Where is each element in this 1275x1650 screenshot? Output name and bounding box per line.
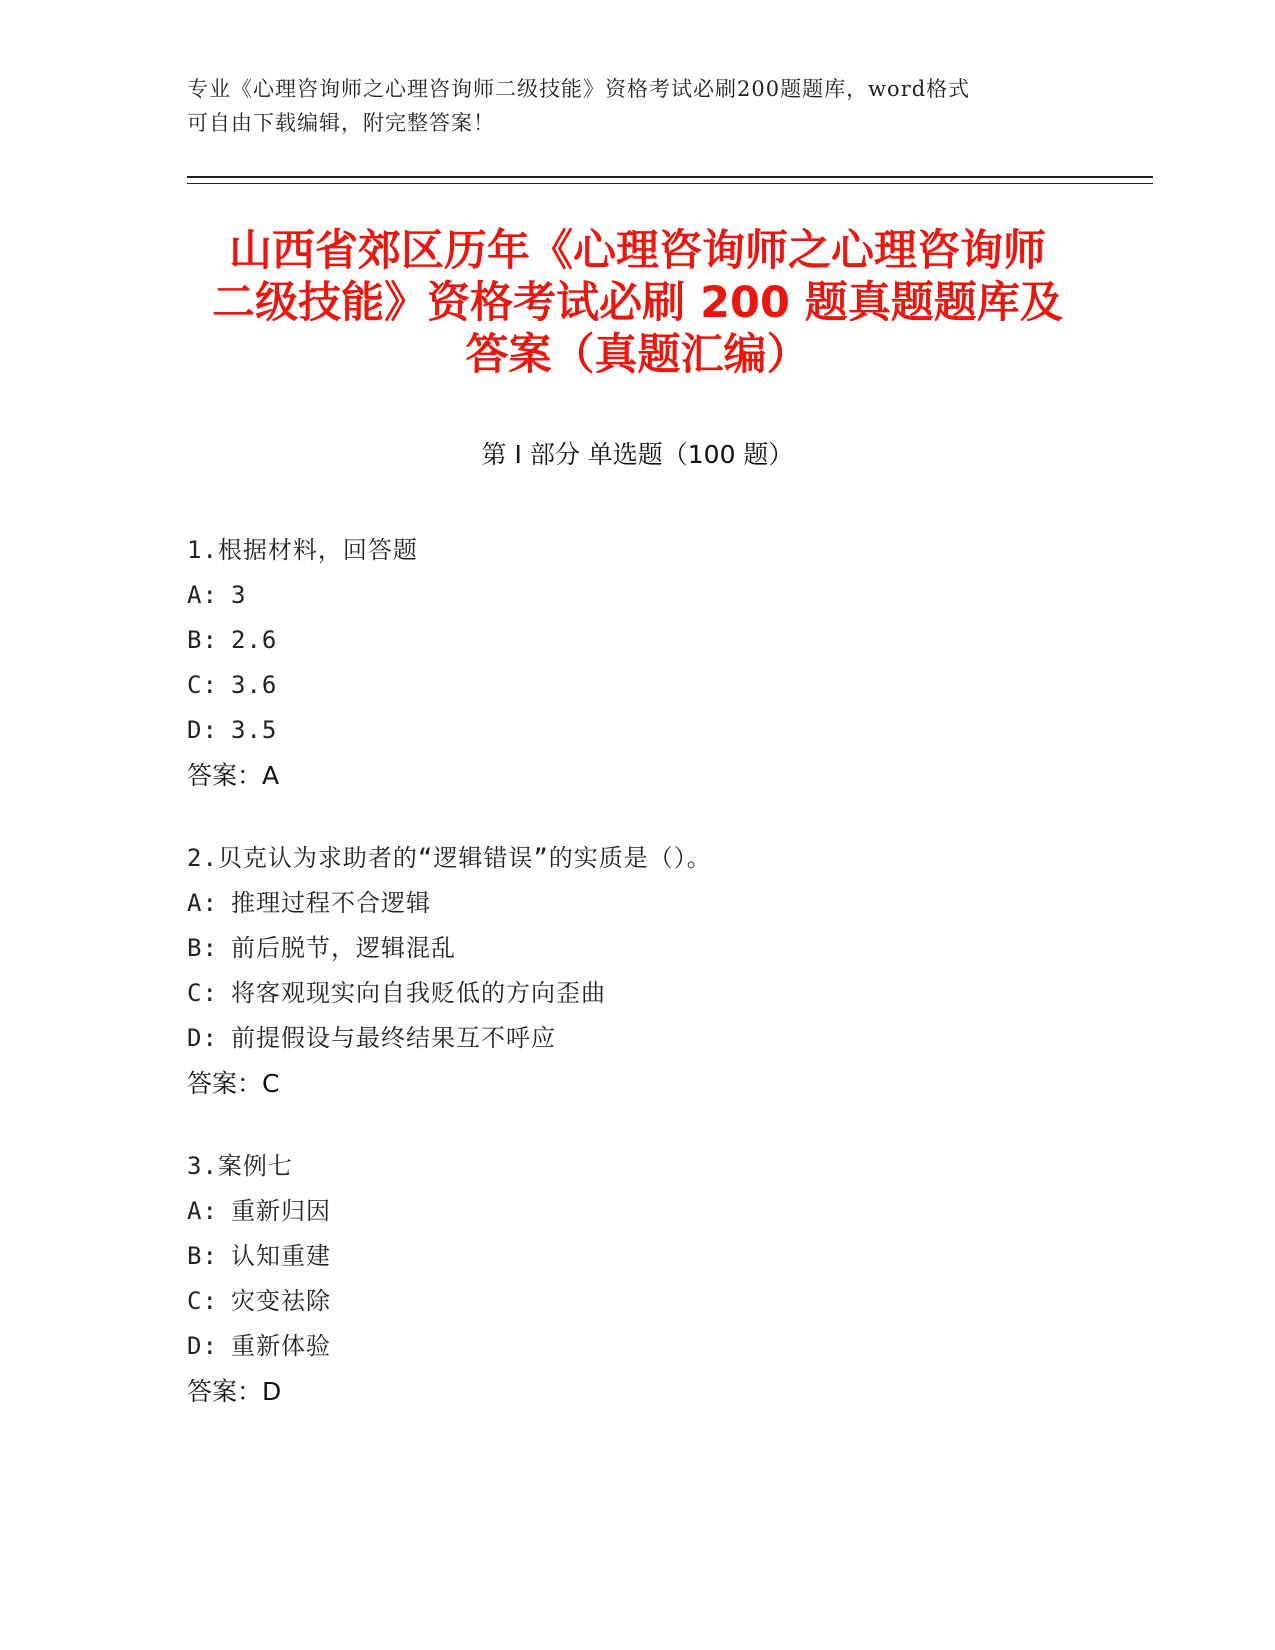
answer-prefix: 答案： [187,1377,263,1406]
option-text: 3.6 [231,671,278,699]
answer-value: C [262,1069,280,1098]
question-stem: 1.根据材料，回答题 [187,536,418,564]
option-text: 灾变祛除 [231,1287,331,1315]
option-text: 前后脱节，逻辑混乱 [231,934,456,962]
option-letter: A: [187,889,218,917]
option-d [187,708,1087,753]
document-title [160,225,1115,381]
option-d [187,1324,1087,1369]
option-text: 3.5 [231,716,278,744]
option-letter: C: [187,1287,218,1315]
question-stem: 2.贝克认为求助者的“逻辑错误”的实质是（）。 [187,844,712,872]
section-heading: 第 I 部分 单选题（100 题） [481,440,794,469]
title-line-1: 山西省郊区历年《心理咨询师之心理咨询师 [229,226,1046,276]
option-letter: C: [187,979,218,1007]
option-letter: D: [187,1024,218,1052]
header-divider-thick [187,176,1153,178]
header-divider-thin [187,183,1153,184]
option-text: 前提假设与最终结果互不呼应 [231,1024,556,1052]
answer-line [187,1061,1087,1106]
answer-line [187,1369,1087,1414]
header-note-line-1: 专业《心理咨询师之心理咨询师二级技能》资格考试必刷200题题库，word格式 [187,77,971,101]
option-letter: D: [187,716,218,744]
option-letter: D: [187,1332,218,1360]
answer-prefix: 答案： [187,761,263,790]
option-c [187,1279,1087,1324]
option-text: 2.6 [231,626,278,654]
title-line-2: 二级技能》资格考试必刷 200 题真题题库及 [212,278,1063,328]
option-d [187,1016,1087,1061]
option-b [187,618,1087,663]
option-text: 推理过程不合逻辑 [231,889,431,917]
option-text: 认知重建 [231,1242,331,1270]
option-letter: C: [187,671,218,699]
answer-value: D [262,1377,282,1406]
option-b [187,926,1087,971]
question-item [187,836,1087,1106]
option-c [187,663,1087,708]
option-a [187,573,1087,618]
option-letter: A: [187,1197,218,1225]
question-item [187,1144,1087,1414]
option-a [187,1189,1087,1234]
title-line-3: 答案（真题汇编） [465,330,810,380]
question-stem: 3.案例七 [187,1152,293,1180]
answer-line [187,753,1087,798]
option-letter: B: [187,1242,218,1270]
header-note-line-2: 可自由下载编辑，附完整答案！ [187,111,495,135]
option-a [187,881,1087,926]
option-text: 重新归因 [231,1197,331,1225]
option-letter: B: [187,934,218,962]
option-text: 3 [231,581,247,609]
question-list [187,528,1087,1452]
answer-prefix: 答案： [187,1069,263,1098]
option-letter: A: [187,581,218,609]
option-text: 重新体验 [231,1332,331,1360]
option-b [187,1234,1087,1279]
header-note [187,72,1067,140]
option-c [187,971,1087,1016]
question-item [187,528,1087,798]
option-text: 将客观现实向自我贬低的方向歪曲 [231,979,606,1007]
answer-value: A [262,761,280,790]
option-letter: B: [187,626,218,654]
